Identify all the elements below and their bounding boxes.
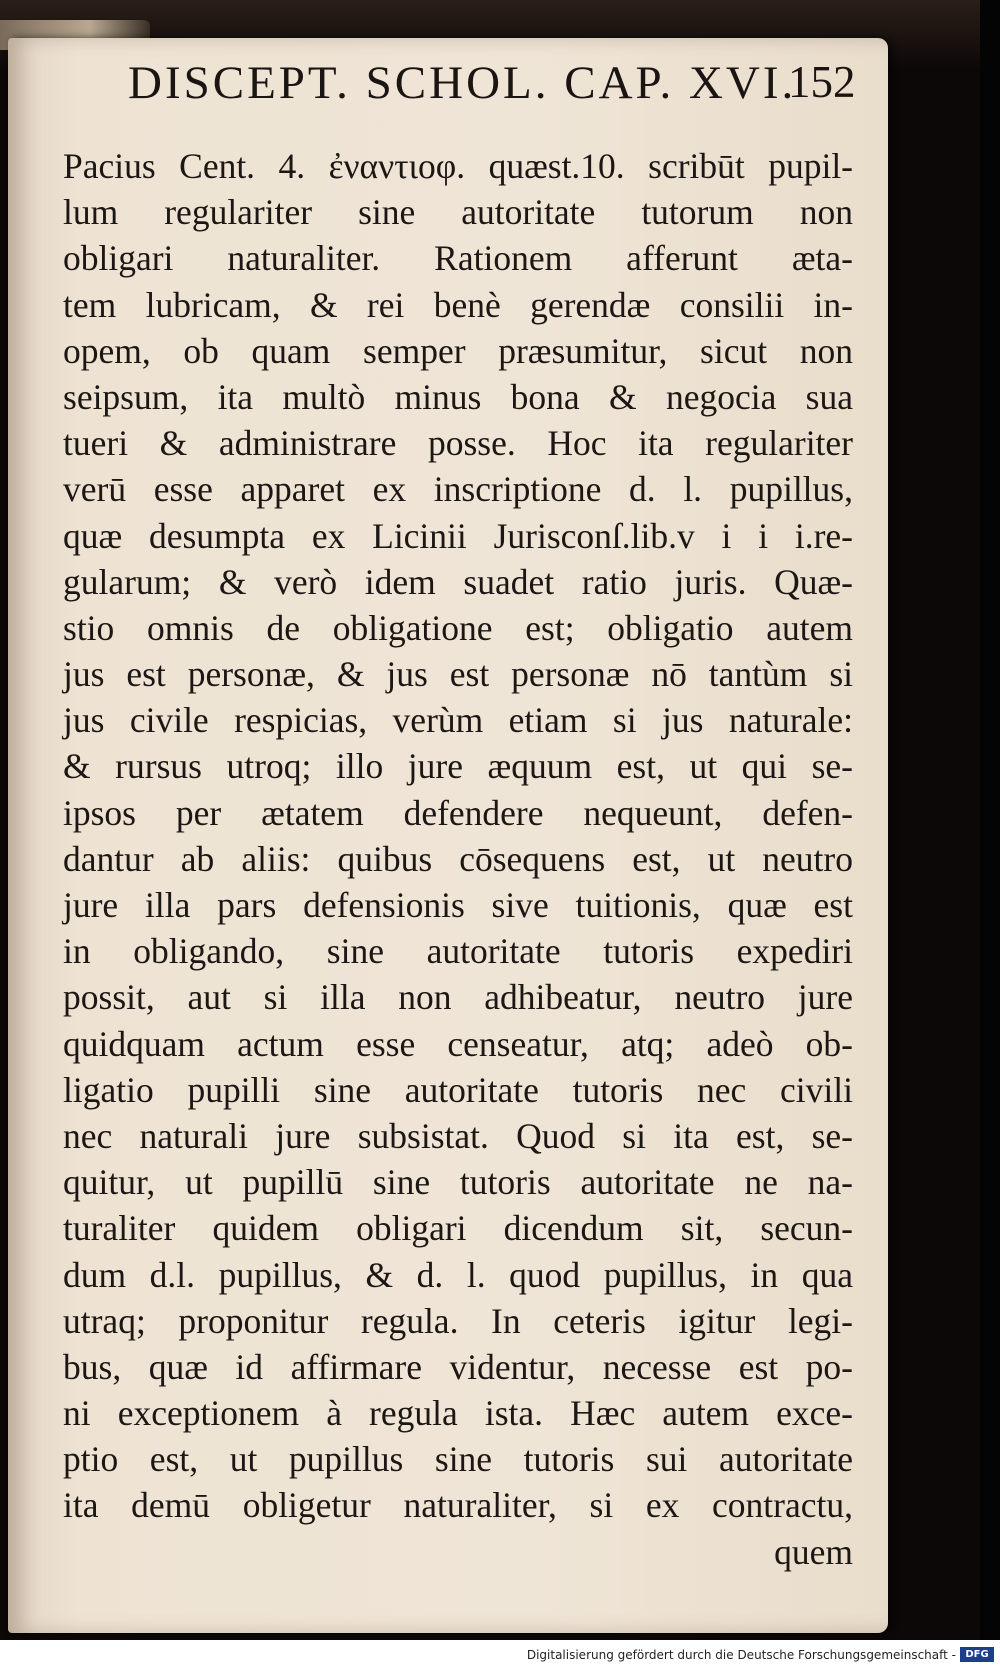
text-line: utraq; proponitur regula. In ceteris igitur legi- bbox=[63, 1300, 853, 1341]
text-line: quitur, ut pupillū sine tutoris autoritate ne na- bbox=[63, 1162, 853, 1203]
scan-background-right bbox=[980, 0, 1000, 1640]
text-line: Pacius Cent. 4. ἐναντιοφ. quæst.10. scribūt pupil- bbox=[63, 146, 853, 186]
text-line: lum regulariter sine autoritate tutorum non bbox=[63, 192, 853, 233]
text-line: & rursus utroq; illo jure æquum est, ut qui se- bbox=[63, 746, 853, 787]
text-line: jus civile respicias, verùm etiam si jus naturale: bbox=[63, 700, 853, 741]
body-text bbox=[63, 143, 853, 1575]
footer-credit: Digitalisierung gefördert durch die Deutsche Forschungsgemeinschaft - bbox=[526, 1648, 956, 1662]
text-line: nec naturali jure subsistat. Quod si ita est, se- bbox=[63, 1115, 853, 1156]
text-line: ptio est, ut pupillus sine tutoris sui autoritate bbox=[63, 1439, 853, 1480]
book-page bbox=[8, 38, 888, 1633]
text-line: dum d.l. pupillus, & d. l. quod pupillus, in qua bbox=[63, 1254, 853, 1295]
text-line: dantur ab aliis: quibus cōsequens est, ut neutro bbox=[63, 838, 853, 879]
text-line: tem lubricam, & rei benè gerendæ consilii in- bbox=[63, 284, 853, 325]
text-line: ipsos per ætatem defendere nequeunt, defen- bbox=[63, 792, 853, 833]
dfg-logo: DFG bbox=[960, 1647, 994, 1662]
text-line: turaliter quidem obligari dicendum sit, secun- bbox=[63, 1208, 853, 1249]
catchword: quem bbox=[774, 1531, 853, 1572]
text-line: possit, aut si illa non adhibeatur, neutro jure bbox=[63, 977, 853, 1018]
text-line: obligari naturaliter. Rationem afferunt æta- bbox=[63, 238, 853, 279]
text-line: stio omnis de obligatione est; obligatio autem bbox=[63, 607, 853, 648]
text-line: jure illa pars defensionis sive tuitionis, quæ est bbox=[63, 885, 853, 925]
text-line: verū esse apparet ex inscriptione d. l. pupillus, bbox=[63, 469, 853, 510]
text-line: ita demū obligetur naturaliter, si ex contractu, bbox=[63, 1485, 853, 1526]
text-line: gularum; & verò idem suadet ratio juris. Quæ- bbox=[63, 561, 853, 602]
text-line: seipsum, ita multò minus bona & negocia sua bbox=[63, 376, 853, 417]
text-line: jus est personæ, & jus est personæ nō tantùm si bbox=[63, 654, 853, 695]
text-line: tueri & administrare posse. Hoc ita regulariter bbox=[63, 423, 853, 464]
text-line: in obligando, sine autoritate tutoris expediri bbox=[63, 931, 853, 972]
text-line: opem, ob quam semper præsumitur, sicut non bbox=[63, 330, 853, 371]
running-title: DISCEPT. SCHOL. CAP. XVI. bbox=[128, 57, 797, 109]
text-line: ni exceptionem à regula ista. Hæc autem exce- bbox=[63, 1393, 853, 1434]
page-number: 152 bbox=[788, 57, 856, 107]
footer-bar bbox=[0, 1640, 1000, 1670]
text-line: bus, quæ id affirmare videntur, necesse est po- bbox=[63, 1346, 853, 1387]
text-line: ligatio pupilli sine autoritate tutoris nec civili bbox=[63, 1069, 853, 1110]
text-line: quæ desumpta ex Licinii Jurisconſ.lib.v i i i.re- bbox=[63, 515, 853, 556]
page-header bbox=[8, 56, 888, 116]
text-line: quidquam actum esse censeatur, atq; adeò ob- bbox=[63, 1023, 853, 1064]
